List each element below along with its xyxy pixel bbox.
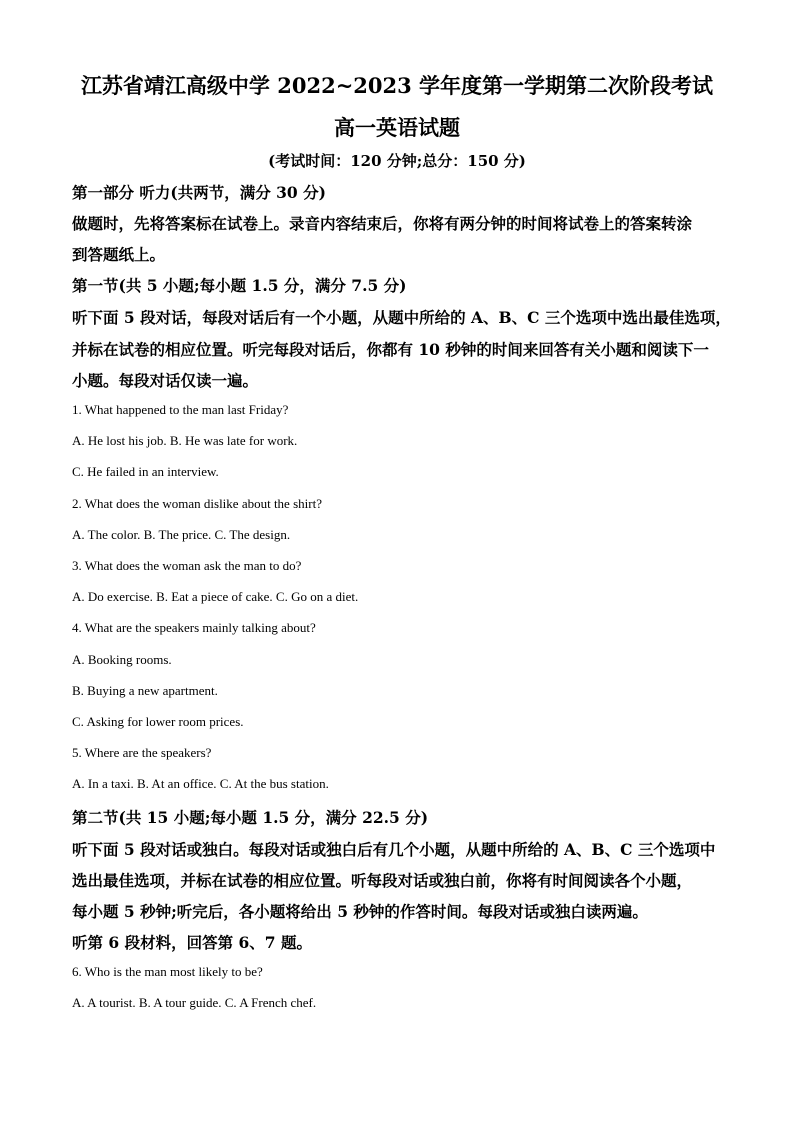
section2-instruction-line: 每小题 5 秒钟;听完后，各小题将给出 5 秒钟的作答时间。每段对话或独白读两遍。 xyxy=(72,902,648,921)
question-5-options: A. In a taxi. B. At an office. C. At the bus station. xyxy=(72,776,329,791)
question-1: 1. What happened to the man last Friday? xyxy=(72,402,289,417)
exam-title: 江苏省靖江高级中学 2022~2023 学年度第一学期第二次阶段考试 xyxy=(80,73,714,98)
section2-heading: 第二节(共 15 小题;每小题 1.5 分，满分 22.5 分) xyxy=(72,808,429,827)
section2-instruction-line: 听下面 5 段对话或独白。每段对话或独白后有几个小题，从题中所给的 A、B、C 三个选项中 xyxy=(72,840,716,859)
material-6-heading: 听第 6 段材料，回答第 6、7 题。 xyxy=(72,933,312,952)
question-3-options: A. Do exercise. B. Eat a piece of cake. C. Go on a diet. xyxy=(72,589,359,604)
part1-instruction-line: 做题时，先将答案标在试卷上。录音内容结束后，你将有两分钟的时间将试卷上的答案转涂 xyxy=(72,214,693,233)
section1-instruction-line: 听下面 5 段对话，每段对话后有一个小题，从题中所给的 A、B、C 三个选项中选出最佳选项， xyxy=(72,308,731,327)
section1-heading: 第一节(共 5 小题;每小题 1.5 分，满分 7.5 分) xyxy=(72,276,407,295)
question-4-option-b: B. Buying a new apartment. xyxy=(72,683,218,698)
question-2-options: A. The color. B. The price. C. The design. xyxy=(72,527,291,542)
question-4-option-a: A. Booking rooms. xyxy=(72,652,172,667)
part1-instruction-line: 到答题纸上。 xyxy=(72,245,166,264)
question-6: 6. Who is the man most likely to be? xyxy=(72,964,263,979)
exam-subtitle: 高一英语试题 xyxy=(334,115,460,140)
question-5: 5. Where are the speakers? xyxy=(72,745,212,760)
exam-info: (考试时间：120 分钟;总分：150 分) xyxy=(268,152,526,170)
question-3: 3. What does the woman ask the man to do? xyxy=(72,558,302,573)
part1-heading: 第一部分 听力(共两节，满分 30 分) xyxy=(72,183,326,202)
section1-instruction-line: 并标在试卷的相应位置。听完每段对话后，你都有 10 秒钟的时间来回答有关小题和阅读下一 xyxy=(72,340,709,359)
section2-instruction-line: 选出最佳选项，并标在试卷的相应位置。听每段对话或独白前，你将有时间阅读各个小题， xyxy=(72,871,693,890)
section1-instruction-line: 小题。每段对话仅读一遍。 xyxy=(72,371,259,390)
question-4: 4. What are the speakers mainly talking about? xyxy=(72,620,316,635)
question-1-option-c: C. He failed in an interview. xyxy=(72,464,219,479)
question-4-option-c: C. Asking for lower room prices. xyxy=(72,714,244,729)
question-6-options: A. A tourist. B. A tour guide. C. A French chef. xyxy=(72,995,317,1010)
question-2: 2. What does the woman dislike about the shirt? xyxy=(72,496,322,511)
question-1-options: A. He lost his job. B. He was late for work. xyxy=(72,433,298,448)
